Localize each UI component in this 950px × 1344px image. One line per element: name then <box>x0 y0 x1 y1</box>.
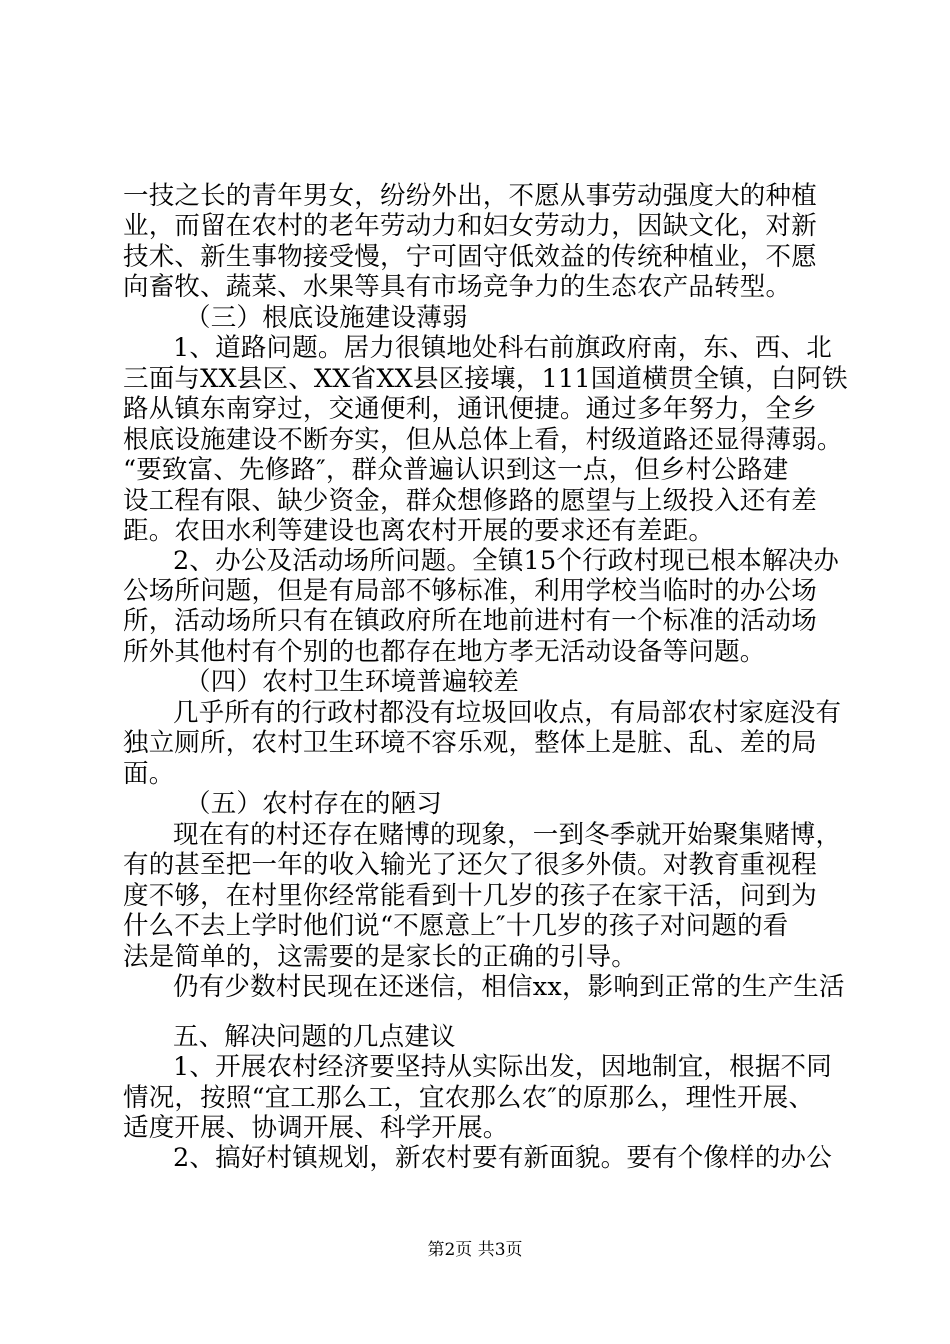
body-text-line: 业，而留在农村的老年劳动力和妇女劳动力，因缺文化，对新 <box>123 211 817 241</box>
body-text-line: 2、搞好村镇规划，新农村要有新面貌。要有个像样的办公 <box>173 1143 832 1173</box>
body-text-line: “要致富、先修路″，群众普遍认识到这一点，但乡村公路建 <box>123 455 789 485</box>
body-text-line: 三面与XX县区、XX省XX县区接壤，111国道横贯全镇，白阿铁 <box>123 364 848 394</box>
section-heading: （四）农村卫生环境普遍较差 <box>185 667 520 697</box>
body-text-line: 1、开展农村经济要坚持从实际出发，因地制宜，根据不同 <box>173 1052 832 1082</box>
body-text-line: 现在有的村还存在赌博的现象，一到冬季就开始聚集赌博， <box>173 820 842 850</box>
body-text-line: 度不够，在村里你经常能看到十几岁的孩子在家干活，问到为 <box>123 881 817 911</box>
body-text-line: 面。 <box>123 759 175 789</box>
body-text-line: 路从镇东南穿过，交通便利，通讯便捷。通过多年努力，全乡 <box>123 394 817 424</box>
section-heading: （五）农村存在的陋习 <box>185 789 443 819</box>
section-heading: 五、解决问题的几点建议 <box>173 1022 456 1052</box>
body-text-line: 一技之长的青年男女，纷纷外出，不愿从事劳动强度大的种植 <box>123 181 817 211</box>
body-text-line: 向畜牧、蔬菜、水果等具有市场竞争力的生态农产品转型。 <box>123 272 792 302</box>
body-text-line: 法是简单的，这需要的是家长的正确的引导。 <box>123 942 638 972</box>
section-heading: （三）根底设施建设薄弱 <box>185 303 468 333</box>
body-text-line: 几乎所有的行政村都没有垃圾回收点，有局部农村家庭没有 <box>173 698 842 728</box>
body-text-line: 技术、新生事物接受慢，宁可固守低效益的传统种植业，不愿 <box>123 242 817 272</box>
body-text-line: 适度开展、协调开展、科学开展。 <box>123 1113 509 1143</box>
body-text-line: 2、办公及活动场所问题。全镇15个行政村现已根本解决办 <box>173 546 840 576</box>
body-text-line: 仍有少数村民现在还迷信，相信xx，影响到正常的生产生活 <box>173 972 845 1002</box>
body-text-line: 设工程有限、缺少资金，群众想修路的愿望与上级投入还有差 <box>123 486 817 516</box>
body-text-line: 什么不去上学时他们说“不愿意上″十几岁的孩子对问题的看 <box>123 911 789 941</box>
body-text-line: 有的甚至把一年的收入输光了还欠了很多外债。对教育重视程 <box>123 850 817 880</box>
body-text-line: 情况，按照“宜工那么工，宜农那么农″的原那么，理性开展、 <box>123 1083 815 1113</box>
body-text-line: 1、道路问题。居力很镇地处科右前旗政府南，东、西、北 <box>173 333 832 363</box>
body-text-line: 根底设施建设不断夯实，但从总体上看，村级道路还显得薄弱。 <box>123 425 843 455</box>
page-footer: 第2页 共3页 <box>427 1240 523 1260</box>
body-text-line: 所，活动场所只有在镇政府所在地前进村有一个标准的活动场 <box>123 606 817 636</box>
body-text-line: 公场所问题，但是有局部不够标准，利用学校当临时的办公场 <box>123 576 817 606</box>
body-text-line: 所外其他村有个别的也都存在地方孝无活动设备等问题。 <box>123 637 766 667</box>
body-text-line: 独立厕所，农村卫生环境不容乐观，整体上是脏、乱、差的局 <box>123 728 817 758</box>
body-text-line: 距。农田水利等建设也离农村开展的要求还有差距。 <box>123 516 715 546</box>
